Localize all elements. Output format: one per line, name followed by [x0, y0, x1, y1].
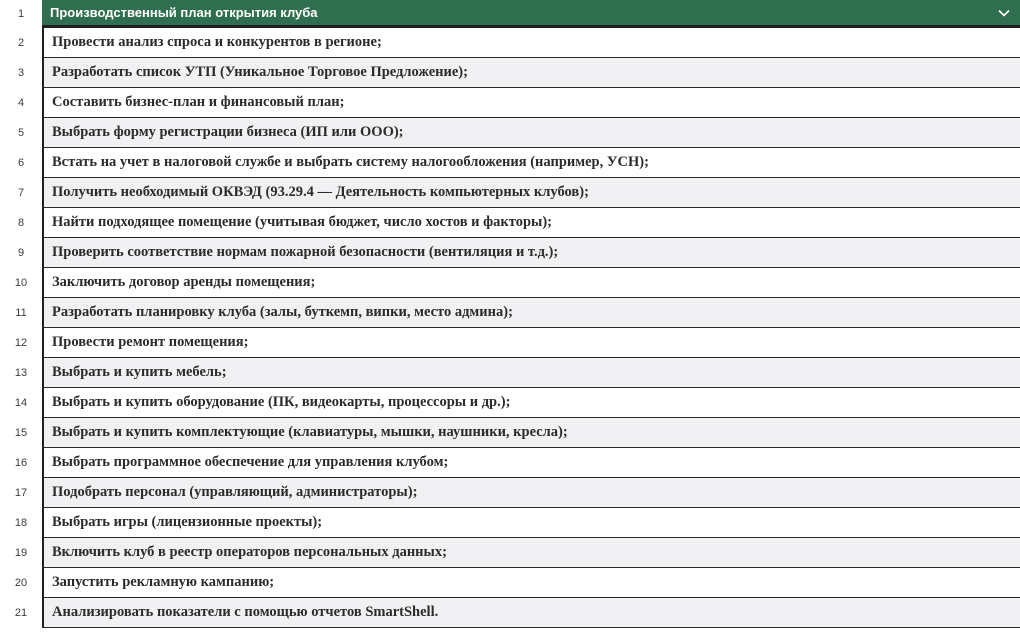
- table-row: [0, 88, 1020, 118]
- plan-step-cell[interactable]: Провести анализ спроса и конкурентов в регионе;: [42, 28, 1020, 58]
- table-row: [0, 268, 1020, 298]
- plan-step-cell[interactable]: Запустить рекламную кампанию;: [42, 568, 1020, 598]
- table-row: [0, 598, 1020, 628]
- row-number[interactable]: 13: [0, 358, 42, 388]
- header-row: [0, 0, 1020, 28]
- row-number[interactable]: 8: [0, 208, 42, 238]
- plan-step-cell[interactable]: Включить клуб в реестр операторов персональных данных;: [42, 538, 1020, 568]
- table-row: [0, 148, 1020, 178]
- plan-step-cell[interactable]: Получить необходимый ОКВЭД (93.29.4 — Деятельность компьютерных клубов);: [42, 178, 1020, 208]
- plan-step-cell[interactable]: Выбрать программное обеспечение для управления клубом;: [42, 448, 1020, 478]
- table-row: [0, 298, 1020, 328]
- table-row: [0, 388, 1020, 418]
- row-number[interactable]: 7: [0, 178, 42, 208]
- table-row: [0, 448, 1020, 478]
- plan-step-cell[interactable]: Проверить соответствие нормам пожарной безопасности (вентиляция и т.д.);: [42, 238, 1020, 268]
- table-row: [0, 508, 1020, 538]
- row-number[interactable]: 12: [0, 328, 42, 358]
- plan-step-cell[interactable]: Выбрать и купить оборудование (ПК, видеокарты, процессоры и др.);: [42, 388, 1020, 418]
- row-number[interactable]: 10: [0, 268, 42, 298]
- row-number[interactable]: 6: [0, 148, 42, 178]
- table-row: [0, 328, 1020, 358]
- plan-step-cell[interactable]: Выбрать и купить комплектующие (клавиатуры, мышки, наушники, кресла);: [42, 418, 1020, 448]
- table-row: [0, 418, 1020, 448]
- row-number[interactable]: 11: [0, 298, 42, 328]
- row-number[interactable]: 9: [0, 238, 42, 268]
- table-row: [0, 568, 1020, 598]
- plan-step-cell[interactable]: Найти подходящее помещение (учитывая бюджет, число хостов и факторы);: [42, 208, 1020, 238]
- plan-step-cell[interactable]: Анализировать показатели с помощью отчетов SmartShell.: [42, 598, 1020, 628]
- plan-step-cell[interactable]: Разработать список УТП (Уникальное Торговое Предложение);: [42, 58, 1020, 88]
- row-number[interactable]: 3: [0, 58, 42, 88]
- table-row: [0, 178, 1020, 208]
- row-number[interactable]: 4: [0, 88, 42, 118]
- plan-step-cell[interactable]: Выбрать и купить мебель;: [42, 358, 1020, 388]
- row-number[interactable]: 1: [0, 0, 42, 28]
- plan-step-cell[interactable]: Разработать планировку клуба (залы, буткемп, випки, место админа);: [42, 298, 1020, 328]
- row-number[interactable]: 20: [0, 568, 42, 598]
- plan-step-cell[interactable]: Выбрать форму регистрации бизнеса (ИП или ООО);: [42, 118, 1020, 148]
- row-number[interactable]: 16: [0, 448, 42, 478]
- row-number[interactable]: 18: [0, 508, 42, 538]
- row-number[interactable]: 21: [0, 598, 42, 628]
- table-row: [0, 238, 1020, 268]
- table-row: [0, 358, 1020, 388]
- table-row: [0, 538, 1020, 568]
- plan-step-cell[interactable]: Подобрать персонал (управляющий, администраторы);: [42, 478, 1020, 508]
- table-row: [0, 478, 1020, 508]
- row-number[interactable]: 19: [0, 538, 42, 568]
- chevron-down-icon[interactable]: [996, 5, 1012, 21]
- table-row: [0, 58, 1020, 88]
- row-number[interactable]: 14: [0, 388, 42, 418]
- table-row: [0, 208, 1020, 238]
- plan-step-cell[interactable]: Заключить договор аренды помещения;: [42, 268, 1020, 298]
- row-number[interactable]: 15: [0, 418, 42, 448]
- rows-container: [0, 28, 1020, 628]
- row-number[interactable]: 2: [0, 28, 42, 58]
- row-number[interactable]: 5: [0, 118, 42, 148]
- header-cell[interactable]: [42, 0, 1020, 28]
- plan-step-cell[interactable]: Провести ремонт помещения;: [42, 328, 1020, 358]
- plan-step-cell[interactable]: Встать на учет в налоговой службе и выбрать систему налогообложения (например, УСН);: [42, 148, 1020, 178]
- table-row: [0, 28, 1020, 58]
- plan-step-cell[interactable]: Составить бизнес-план и финансовый план;: [42, 88, 1020, 118]
- row-number[interactable]: 17: [0, 478, 42, 508]
- plan-step-cell[interactable]: Выбрать игры (лицензионные проекты);: [42, 508, 1020, 538]
- table-row: [0, 118, 1020, 148]
- plan-title: Производственный план открытия клуба: [50, 5, 318, 20]
